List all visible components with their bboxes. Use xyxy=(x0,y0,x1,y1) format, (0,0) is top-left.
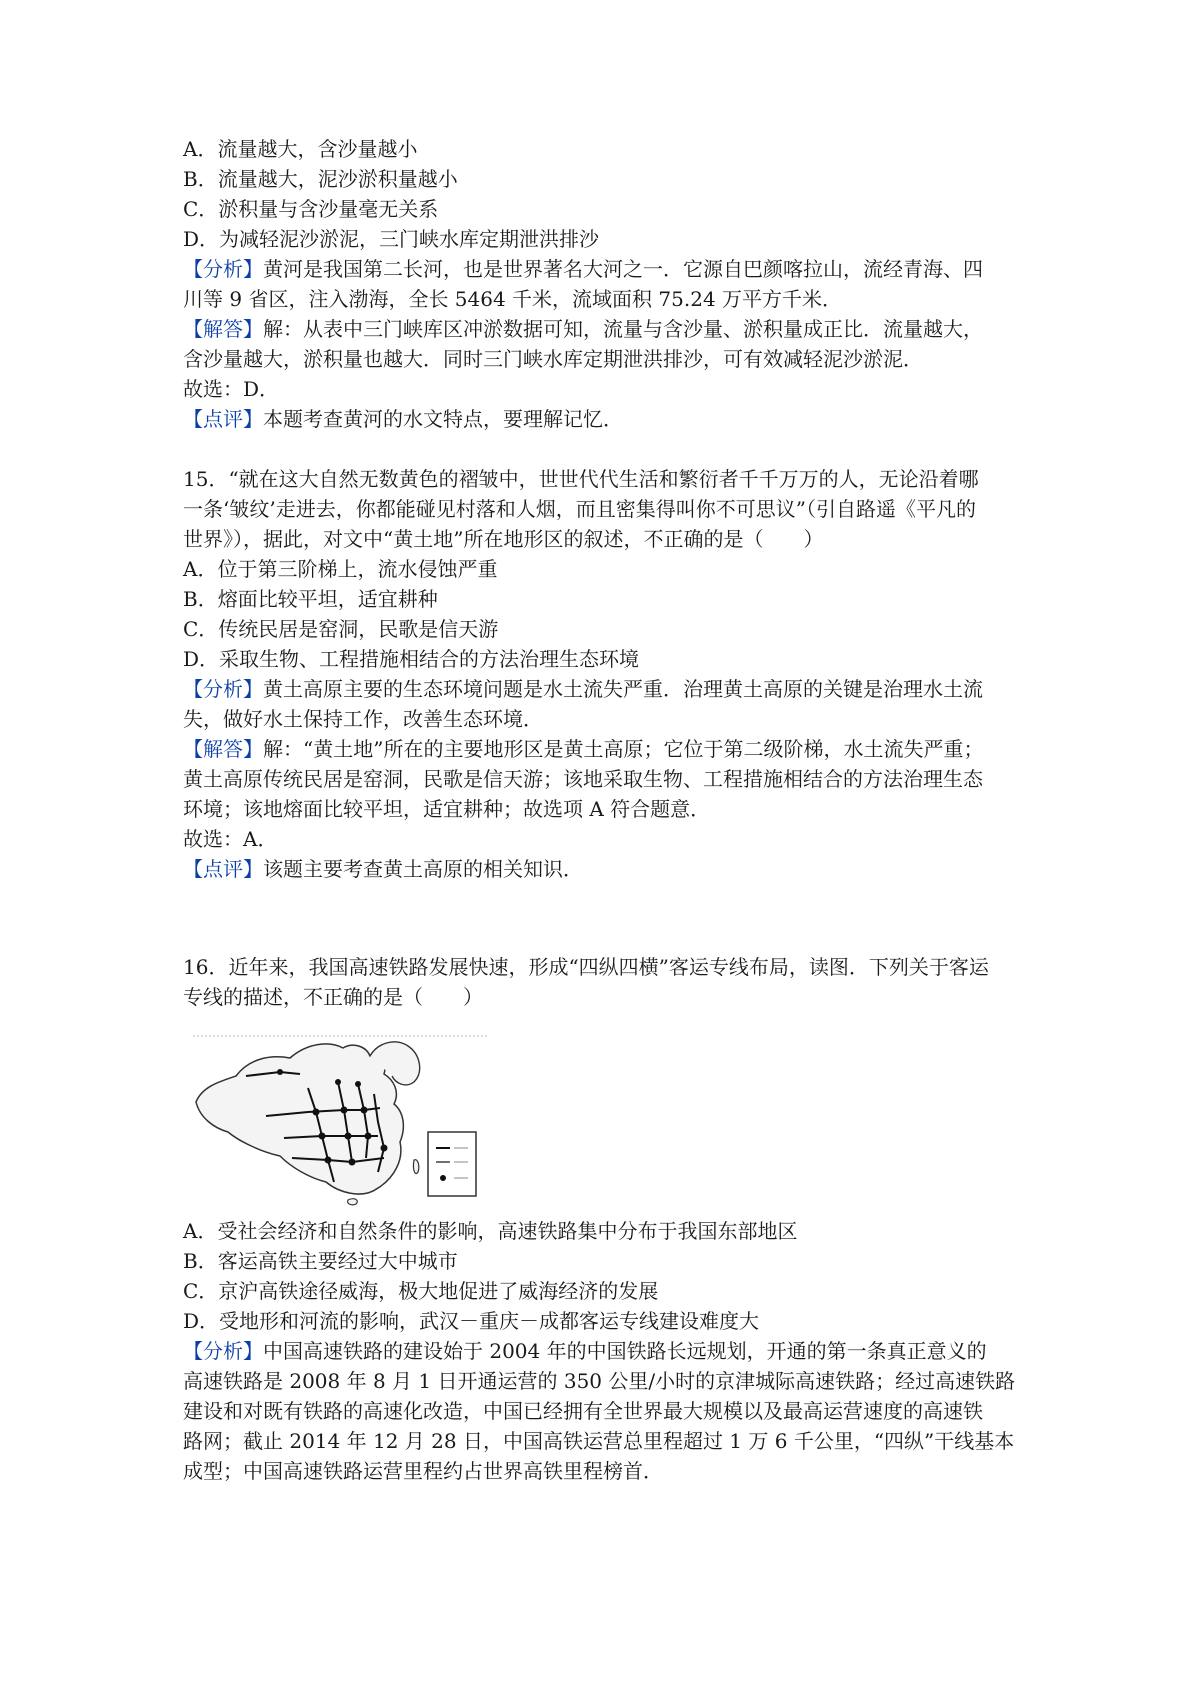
q14-comment-tag: 【点评】 xyxy=(183,407,263,431)
q14-answer-line-2: 含沙量越大，淤积量也越大．同时三门峡水库定期泄洪排沙，可有效减轻泥沙淤泥． xyxy=(183,347,923,371)
q14-comment-line xyxy=(183,404,623,434)
q14-analysis-line-2: 川等 9 省区，注入渤海，全长 5464 千米，流域面积 75.24 万平方千米． xyxy=(183,287,843,311)
q15-analysis-tag: 【分析】 xyxy=(183,677,263,701)
q14-analysis-tag: 【分析】 xyxy=(183,257,263,281)
q16-analysis-line-2: 高速铁路是 2008 年 8 月 1 日开通运营的 350 公里/小时的京津城际高速铁路；经过高速铁路 xyxy=(183,1369,1016,1393)
q15-answer-line-3: 环境；该地熔面比较平坦，适宜耕种；故选项 A 符合题意． xyxy=(183,797,711,821)
q16-analysis-line-3: 建设和对既有铁路的高速化改造，中国已经拥有全世界最大规模以及最高运营速度的高速铁 xyxy=(183,1399,983,1423)
q15-comment-text: 该题主要考查黄土高原的相关知识． xyxy=(263,857,583,881)
q16-analysis-line-5: 成型；中国高速铁路运营里程约占世界高铁里程榜首． xyxy=(183,1459,663,1483)
q14-answer-text-1: 解：从表中三门峡库区冲淤数据可知，流量与含沙量、淤积量成正比．流量越大， xyxy=(263,317,983,341)
q15-answer-tag: 【解答】 xyxy=(183,737,263,761)
q16-stem-line-2: 专线的描述，不正确的是（ ） xyxy=(183,985,483,1009)
map-legend-box xyxy=(428,1132,476,1196)
q14-option-d: D．为减轻泥沙淤泥，三门峡水库定期泄洪排沙 xyxy=(183,227,600,251)
q15-stem-line-1: 15．“就在这大自然无数黄色的褶皱中，世世代代生活和繁衍者千千万万的人，无论沿着哪 xyxy=(183,467,979,491)
q14-option-b: B．流量越大，泥沙淤积量越小 xyxy=(183,167,458,191)
q16-option-c: C．京沪高铁途径威海，极大地促进了威海经济的发展 xyxy=(183,1279,659,1303)
q15-comment-tag: 【点评】 xyxy=(183,857,263,881)
q16-option-d: D．受地形和河流的影响，武汉－重庆－成都客运专线建设难度大 xyxy=(183,1309,760,1333)
q14-answer-tag: 【解答】 xyxy=(183,317,263,341)
q14-analysis-text-1: 黄河是我国第二长河，也是世界著名大河之一．它源自巴颜喀拉山，流经青海、四 xyxy=(263,257,983,281)
q16-option-b: B．客运高铁主要经过大中城市 xyxy=(183,1249,458,1273)
hainan-outline xyxy=(348,1199,358,1205)
q15-analysis-text-1: 黄土高原主要的生态环境问题是水土流失严重．治理黄土高原的关键是治理水土流 xyxy=(263,677,983,701)
q15-analysis-line-1 xyxy=(183,674,983,704)
q15-option-d: D．采取生物、工程措施相结合的方法治理生态环境 xyxy=(183,647,640,671)
q14-analysis-line-1 xyxy=(183,254,983,284)
q14-option-c: C．淤积量与含沙量毫无关系 xyxy=(183,197,439,221)
q16-analysis-line-1 xyxy=(183,1336,987,1366)
q16-analysis-line-4: 路网；截止 2014 年 12 月 28 日，中国高铁运营总里程超过 1 万 6 千公里，“四纵”干线基本 xyxy=(183,1429,1015,1453)
q15-option-b: B．熔面比较平坦，适宜耕种 xyxy=(183,587,438,611)
q14-choice: 故选：D． xyxy=(183,377,280,401)
china-railway-map-figure xyxy=(188,1032,493,1207)
q15-option-a: A．位于第三阶梯上，流水侵蚀严重 xyxy=(183,557,498,581)
q15-analysis-line-2: 失，做好水土保持工作，改善生态环境． xyxy=(183,707,543,731)
q15-answer-line-1 xyxy=(183,734,983,764)
q15-option-c: C．传统民居是窑洞，民歌是信天游 xyxy=(183,617,499,641)
q15-answer-text-1: 解：“黄土地”所在的主要地形区是黄土高原；它位于第二级阶梯，水土流失严重； xyxy=(263,737,984,761)
q15-comment-line xyxy=(183,854,583,884)
q16-analysis-text-1: 中国高速铁路的建设始于 2004 年的中国铁路长远规划，开通的第一条真正意义的 xyxy=(263,1339,987,1363)
q16-option-a: A．受社会经济和自然条件的影响，高速铁路集中分布于我国东部地区 xyxy=(183,1219,798,1243)
q14-option-a: A．流量越大，含沙量越小 xyxy=(183,137,418,161)
q14-answer-line-1 xyxy=(183,314,983,344)
q15-answer-line-2: 黄土高原传统民居是窑洞，民歌是信天游；该地采取生物、工程措施相结合的方法治理生态 xyxy=(183,767,983,791)
q15-choice: 故选：A． xyxy=(183,827,278,851)
taiwan-outline xyxy=(413,1160,418,1174)
q14-comment-text: 本题考查黄河的水文特点，要理解记忆． xyxy=(263,407,623,431)
q16-analysis-tag: 【分析】 xyxy=(183,1339,263,1363)
q15-stem-line-3: 世界》），据此，对文中“黄土地”所在地形区的叙述，不正确的是（ ） xyxy=(183,527,824,551)
q16-stem-line-1: 16．近年来，我国高速铁路发展快速，形成“四纵四横”客运专线布局，读图．下列关于客运 xyxy=(183,955,989,979)
q15-stem-line-2: 一条‘皱纹’走进去，你都能碰见村落和人烟，而且密集得叫你不可思议”（引自路遥《平凡的 xyxy=(183,497,976,521)
